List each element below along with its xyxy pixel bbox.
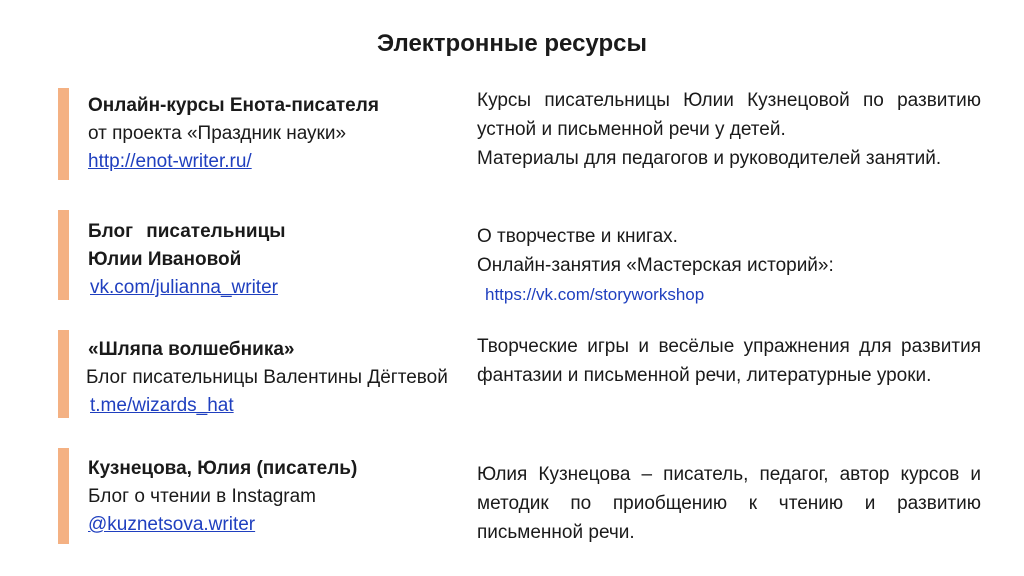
resource-2-description — [477, 222, 981, 309]
accent-bar — [58, 210, 69, 300]
accent-bar — [58, 330, 69, 418]
resource-3-info — [88, 336, 448, 420]
resource-4-subtitle: Блог о чтении в Instagram — [88, 486, 316, 507]
resource-2-desc-line: Онлайн-занятия «Мастерская историй»: — [477, 255, 834, 276]
resource-3-link[interactable]: t.me/wizards_hat — [90, 395, 234, 416]
resource-1-name: Онлайн-курсы Енота-писателя — [88, 95, 379, 116]
resource-3-desc-line: Творческие игры и весёлые упражнения для развития фантазии и письменной речи, литературные уроки. — [477, 336, 981, 386]
resource-3-name: «Шляпа волшебника» — [88, 339, 295, 360]
resource-4-link[interactable]: @kuznetsova.writer — [88, 514, 256, 535]
resource-2-info — [88, 218, 285, 302]
resource-1-desc-line: Курсы писательницы Юлии Кузнецовой по развитию устной и письменной речи у детей. — [477, 90, 981, 140]
resource-1-subtitle: от проекта «Праздник науки» — [88, 123, 347, 144]
resource-3-subtitle: Блог писательницы Валентины Дёгтевой — [86, 367, 448, 388]
resource-4-name: Кузнецова, Юлия (писатель) — [88, 458, 358, 479]
resource-4-desc-line: Юлия Кузнецова – писатель, педагог, автор курсов и методик по приобщению к чтению и развитию письменной речи. — [477, 464, 981, 543]
resource-1-desc-line: Материалы для педагогов и руководителей занятий. — [477, 148, 942, 169]
accent-bar — [58, 448, 69, 544]
resource-2-desc-line: О творчестве и книгах. — [477, 226, 678, 247]
resource-4-description — [477, 460, 981, 547]
resource-3-description — [477, 332, 981, 390]
resource-1-link[interactable]: http://enot-writer.ru/ — [88, 151, 252, 172]
resource-2-link[interactable]: vk.com/julianna_writer — [90, 277, 278, 298]
resource-2-subtitle: Юлии Ивановой — [88, 249, 242, 270]
resource-2-desc-link[interactable]: https://vk.com/storyworkshop — [485, 285, 705, 304]
accent-bar — [58, 88, 69, 180]
resource-1-info — [88, 92, 379, 176]
resource-4-info — [88, 455, 357, 539]
page-title: Электронные ресурсы — [377, 30, 647, 57]
resource-1-description — [477, 86, 981, 173]
resource-2-name: Блог писательницы — [88, 221, 286, 242]
